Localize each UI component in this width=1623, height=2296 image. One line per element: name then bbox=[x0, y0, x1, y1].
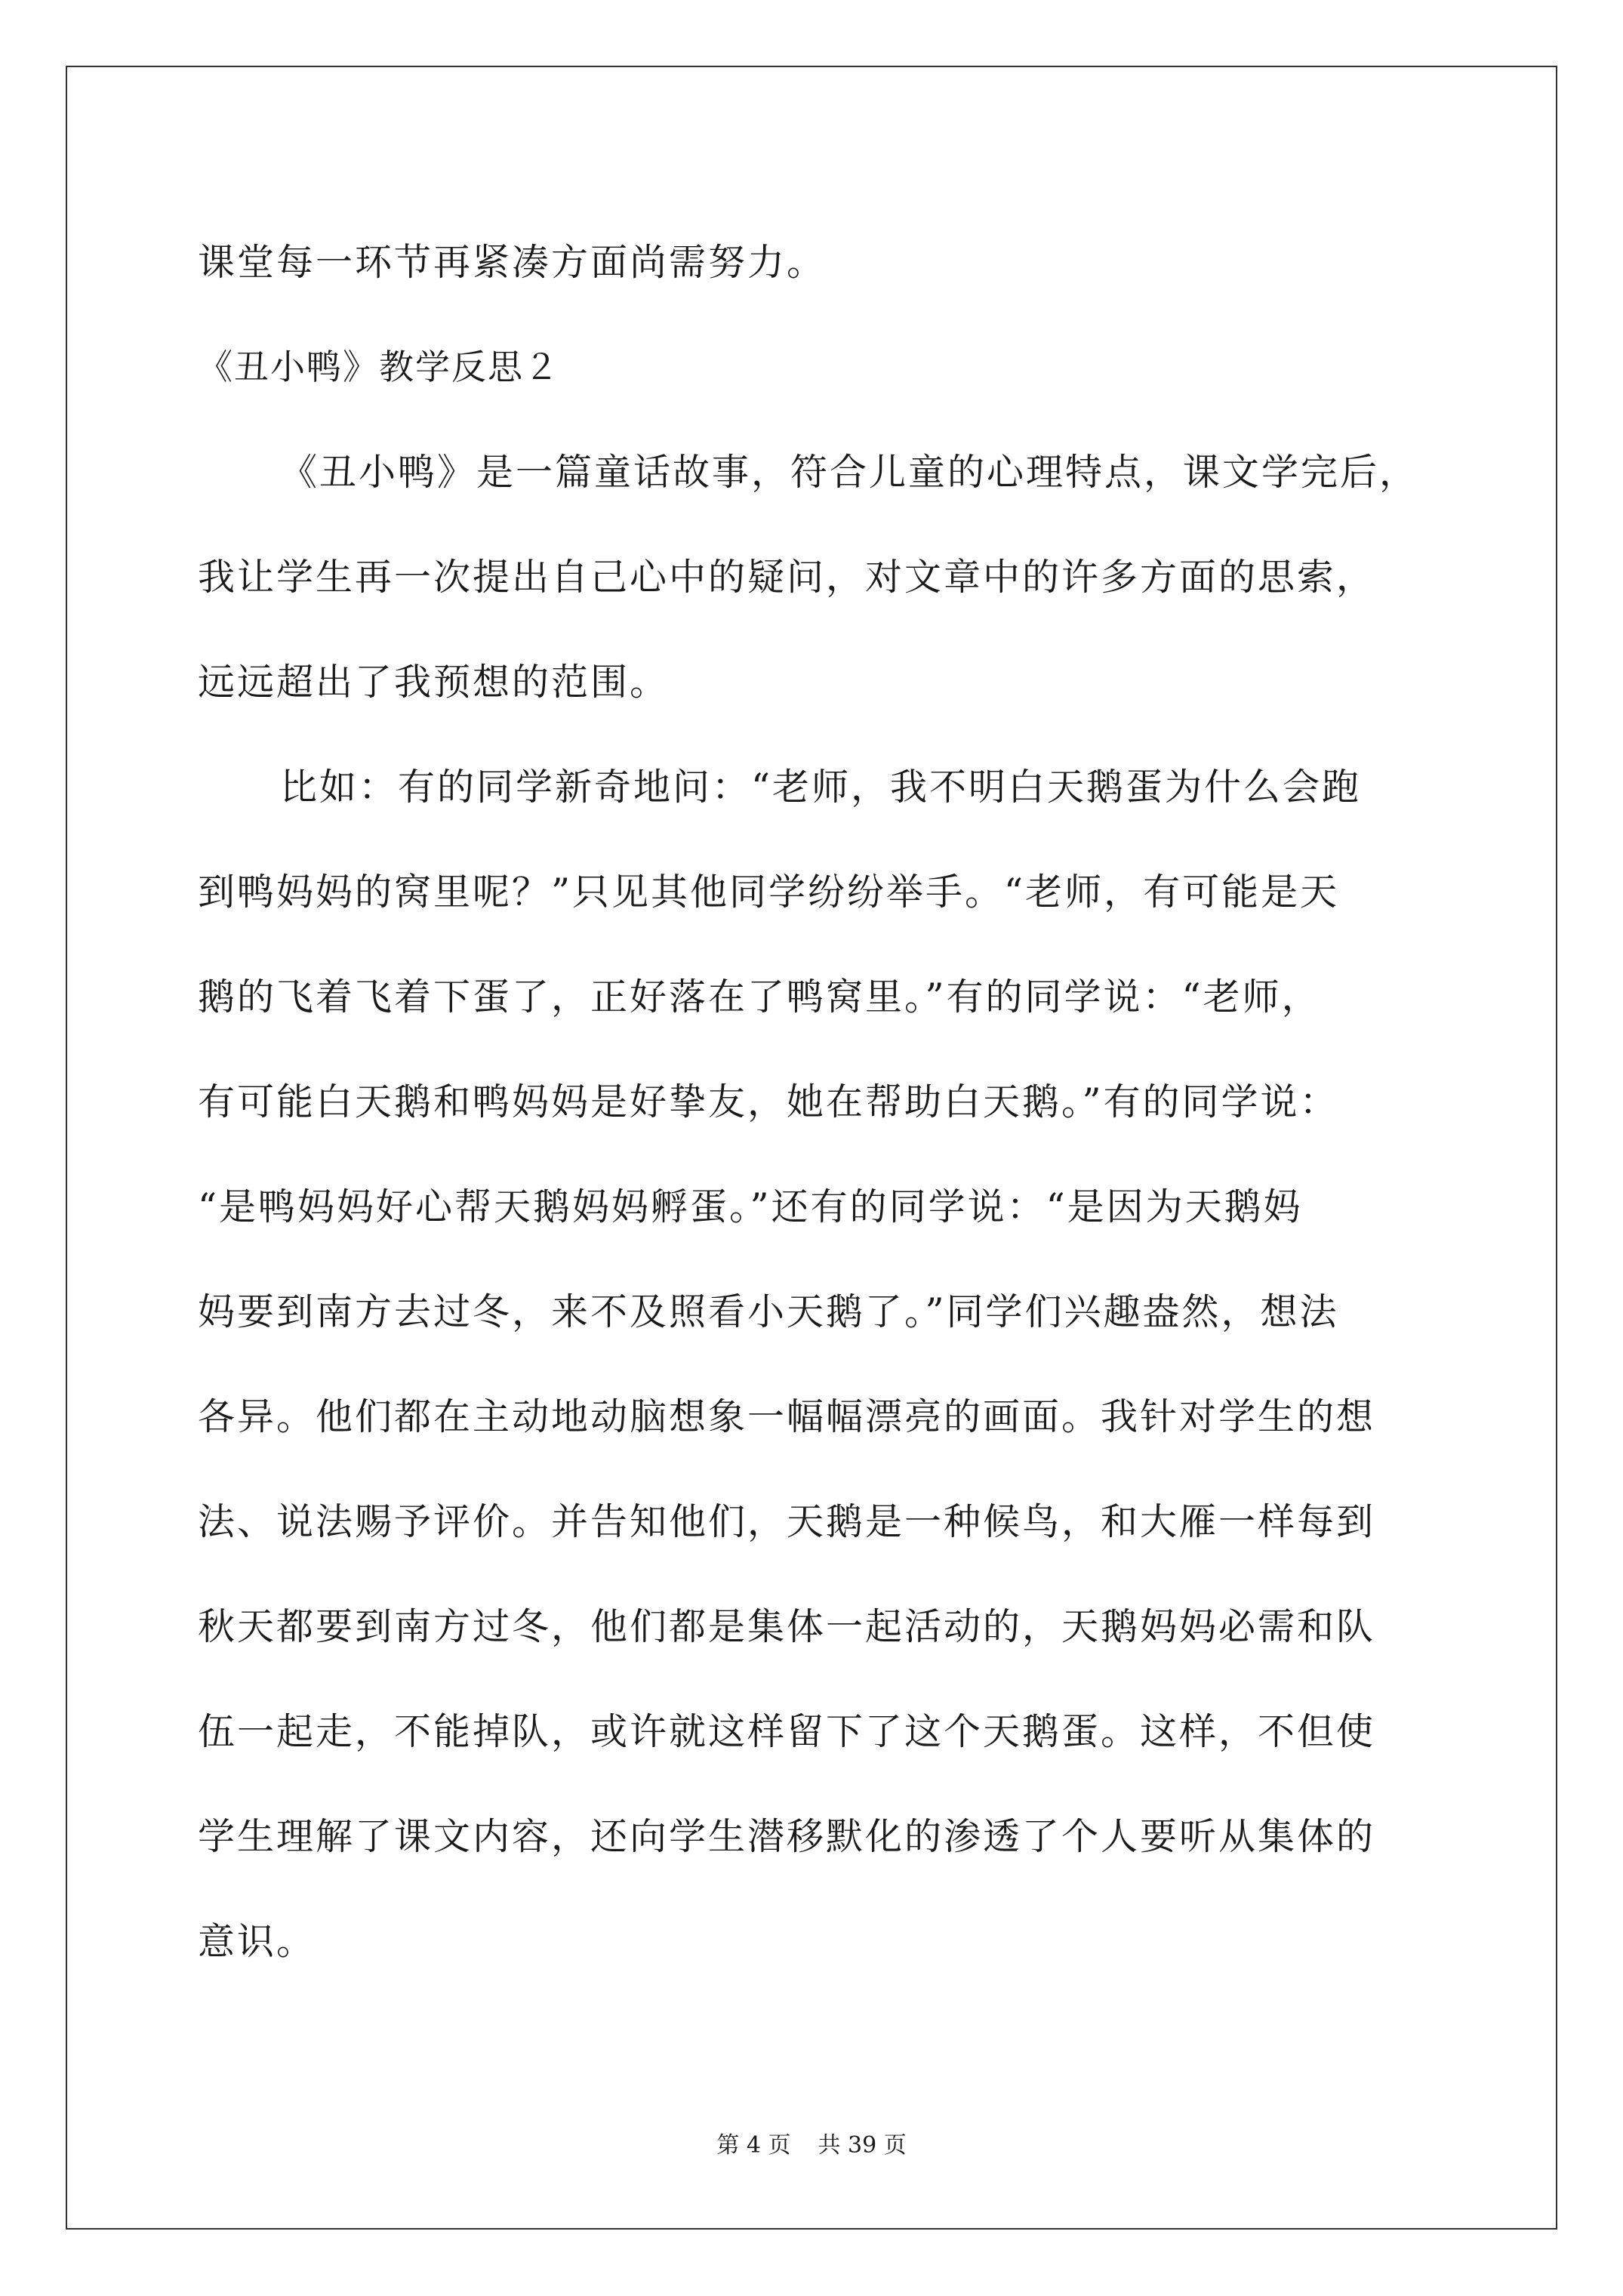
paragraph-line: 远远超出了我预想的范围。 bbox=[198, 661, 670, 704]
paragraph-line: 各异。他们都在主动地动脑想象一幅幅漂亮的画面。我针对学生的想 bbox=[198, 1395, 1376, 1438]
paragraph-line: “是鸭妈妈好心帮天鹅妈妈孵蛋。”还有的同学说：“是因为天鹅妈 bbox=[198, 1185, 1303, 1228]
section-title: 《丑小鸭》教学反思２ bbox=[198, 347, 560, 387]
paragraph-line: 意识。 bbox=[198, 1920, 316, 1963]
paragraph-line: 法、说法赐予评价。并告知他们，天鹅是一种候鸟，和大雁一样每到 bbox=[198, 1500, 1376, 1543]
paragraph-line: 《丑小鸭》是一篇童话故事，符合儿童的心理特点，课文学完后， bbox=[280, 451, 1419, 494]
paragraph-line: 比如：有的同学新奇地问：“老师，我不明白天鹅蛋为什么会跑 bbox=[280, 766, 1362, 809]
paragraph-line: 到鸭妈妈的窝里呢？”只见其他同学纷纷举手。“老师，有可能是天 bbox=[198, 871, 1340, 914]
paragraph-line: 我让学生再一次提出自己心中的疑问，对文章中的许多方面的思索， bbox=[198, 556, 1376, 599]
page-footer bbox=[0, 2131, 1623, 2161]
paragraph-line: 课堂每一环节再紧凑方面尚需努力。 bbox=[198, 241, 827, 284]
total-pages: 共 39 页 bbox=[818, 2132, 907, 2159]
paragraph-line: 有可能白天鹅和鸭妈妈是好挚友，她在帮助白天鹅。”有的同学说： bbox=[198, 1080, 1339, 1123]
paragraph-line: 伍一起走，不能掉队，或许就这样留下了这个天鹅蛋。这样，不但使 bbox=[198, 1710, 1376, 1753]
paragraph-line: 妈要到南方去过冬，来不及照看小天鹅了。”同学们兴趣盎然，想法 bbox=[198, 1290, 1339, 1333]
document-body bbox=[198, 210, 1436, 1994]
page-number: 第 4 页 bbox=[716, 2132, 791, 2159]
paragraph-line: 学生理解了课文内容，还向学生潜移默化的渗透了个人要听从集体的 bbox=[198, 1815, 1376, 1858]
paragraph-line: 秋天都要到南方过冬，他们都是集体一起活动的，天鹅妈妈必需和队 bbox=[198, 1605, 1376, 1648]
paragraph-line: 鹅的飞着飞着下蛋了，正好落在了鸭窝里。”有的同学说：“老师， bbox=[198, 975, 1321, 1019]
